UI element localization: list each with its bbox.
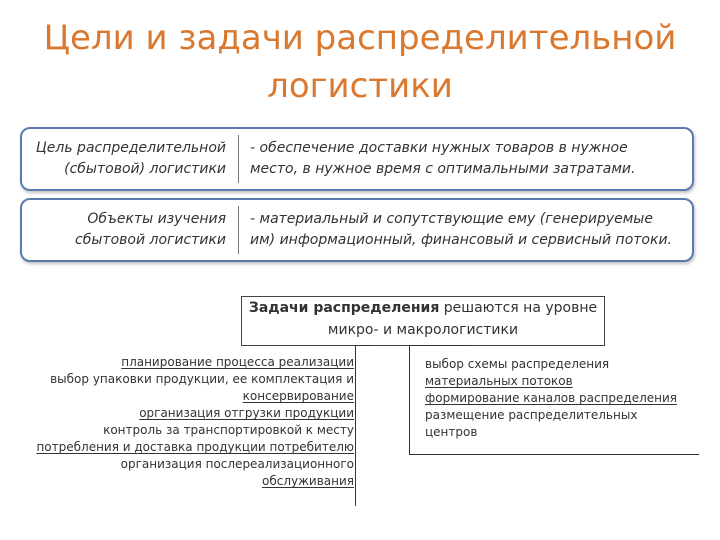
tasks-rest-text: решаются на уровне — [439, 300, 598, 316]
goal-divider — [238, 135, 239, 183]
objects-description-line-1: - материальный и сопутствующие ему (генерируемые — [250, 211, 653, 227]
macro-item: центров — [425, 425, 478, 439]
macro-item: формирование каналов распределения — [425, 391, 678, 405]
micro-item: контроль за транспортировкой к месту — [103, 423, 354, 437]
tasks-box — [241, 296, 605, 346]
goal-label — [22, 129, 232, 189]
objects-description — [250, 200, 688, 260]
goal-label-line-2: (сбытовой) логистики — [64, 161, 226, 177]
macro-item: выбор схемы распределения — [425, 357, 610, 371]
objects-label — [22, 200, 232, 260]
objects-label-line-1: Объекты изучения — [87, 211, 226, 227]
objects-row — [20, 198, 694, 262]
micro-tasks-list — [10, 354, 354, 490]
macro-item: размещение распределительных — [425, 408, 638, 422]
micro-item: организация отгрузки продукции — [139, 406, 354, 420]
goal-description — [250, 129, 688, 189]
goal-row — [20, 127, 694, 191]
micro-item: консервирование — [242, 389, 354, 403]
goal-label-line-1: Цель распределительной — [35, 140, 226, 156]
connector-micro-horizontal — [355, 345, 371, 346]
objects-label-line-2: сбытовой логистики — [75, 232, 226, 248]
title-line-2: логистики — [267, 66, 453, 106]
connector-macro-vertical — [409, 345, 410, 455]
objects-description-line-2: им) информационный, финансовый и сервисный потоки. — [250, 232, 673, 248]
micro-item: организация послереализационного — [120, 457, 354, 471]
tasks-bold-text: Задачи распределения — [248, 300, 440, 316]
goal-description-line-1: - обеспечение доставки нужных товаров в нужное — [250, 140, 628, 156]
micro-item: выбор упаковки продукции, ее комплектация и — [50, 372, 354, 386]
goal-description-line-2: место, в нужное время с оптимальными затратами. — [250, 161, 636, 177]
tasks-line-1 — [242, 297, 604, 319]
macro-tasks-list — [425, 356, 720, 441]
micro-item: обслуживания — [261, 474, 354, 488]
connector-macro-bottom — [409, 454, 699, 455]
connector-micro-vertical — [355, 345, 356, 506]
connector-macro-horizontal — [409, 345, 471, 346]
macro-item: материальных потоков — [425, 374, 573, 388]
micro-item: потребления и доставка продукции потребителю — [36, 440, 354, 454]
micro-item: планирование процесса реализации — [121, 355, 354, 369]
slide-title — [0, 14, 720, 110]
tasks-line-2: микро- и макрологистики — [327, 322, 519, 338]
objects-divider — [238, 206, 239, 254]
title-line-1: Цели и задачи распределительной — [43, 18, 677, 58]
